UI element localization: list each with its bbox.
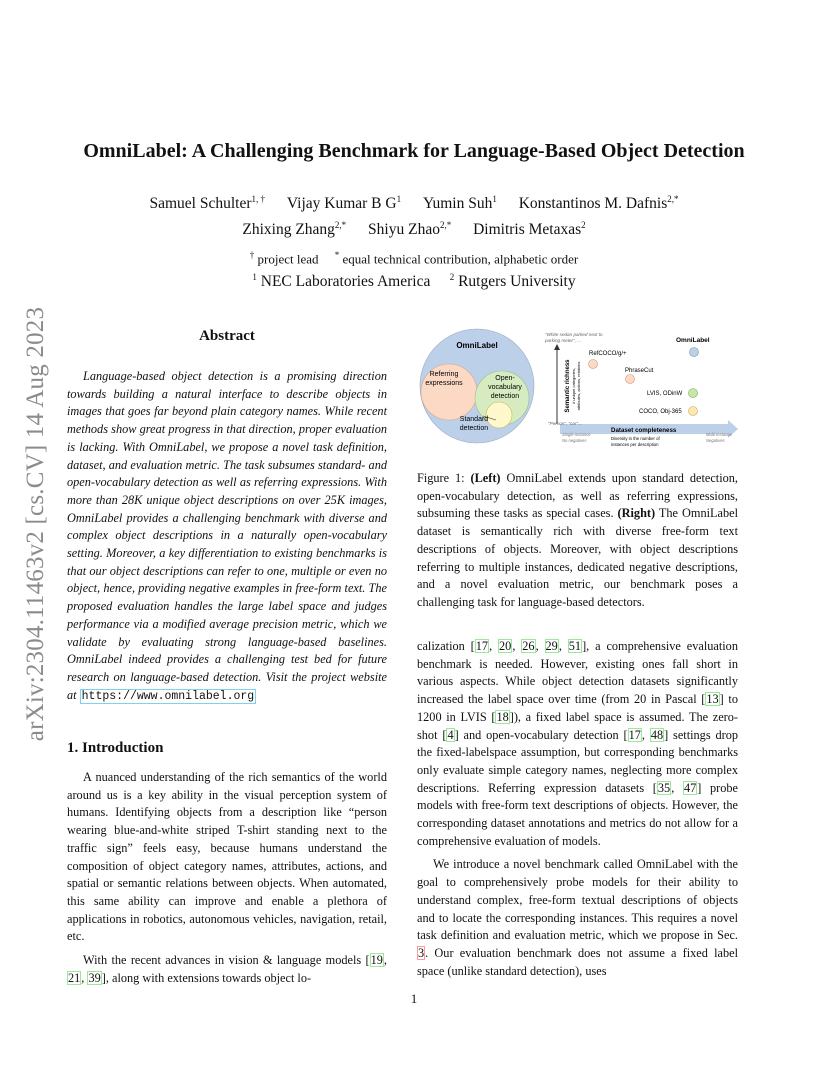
y-axis-subtitle: # unique categories, — [571, 367, 576, 405]
figure-1-caption — [417, 470, 738, 612]
citation-link[interactable]: 47 — [683, 780, 697, 795]
section-heading-introduction: 1. Introduction — [67, 740, 164, 756]
x-axis-title: Dataset completeness — [611, 427, 677, 434]
abstract-paragraph: Language-based object detection is a promising direction towards building a natural interface to describe objects in images that goes far beyond plain category names. While recent methods show great progress in that direction, proper evaluation is lacking. With OmniLabel, we propose a novel task definition, dataset, and evaluation metric. The task subsumes standard- and open-vocabulary detection as well as referring expressions. With more than 28K unique object descriptions on over 25K images, OmniLabel provides a challenging benchmark with diverse and complex object descriptions in a naturally open-vocabulary setting. Moreover, a key differentiation to existing benchmarks is that our object descriptions can refer to one, multiple or even no object, hence, providing negative examples in free-form text. The proposed evaluation handles the large label space and judges performance via a modified average precision metric, which we validate by evaluating strong language-based baselines. OmniLabel indeed provides a challenging test bed for future research on language-based detection. Visit the project website at https://www.omnilabel.org — [67, 369, 387, 703]
dataset-point-coco — [689, 407, 698, 416]
citation-link[interactable]: 19 — [370, 953, 383, 968]
abstract-heading: Abstract — [199, 328, 255, 344]
citation-link[interactable]: 21 — [68, 970, 81, 985]
author: Zhixing Zhang$^{2,*}$ — [242, 220, 347, 239]
citation-link[interactable]: 13 — [706, 692, 719, 707]
x-axis-subtitle: instances per description — [611, 442, 659, 447]
quote-bottom: "Person", "car"... — [548, 421, 582, 426]
author: Yumin Suh$^1$ — [422, 194, 497, 213]
citation-link[interactable]: 17 — [628, 727, 641, 742]
author: Shiyu Zhao$^{2,*}$ — [368, 220, 452, 239]
intro-paragraph-1: A nuanced understanding of the rich semantics of the world around us is a key ability in the visual perception system of humans. Identifying objects from a description like “person wearing blue-and-white striped T-shirt standing next to the traffic sign” feels easy, because humans understand the composition of object category names, attributes, actions, and spatial or semantic relations between objects. When automated, this same ability can improve and enable a plethora of applications in robotics, autonomous vehicles, navigation, retail, etc. — [67, 770, 387, 944]
arxiv-stamp — [16, 284, 56, 764]
citation-link[interactable]: 20 — [499, 639, 512, 653]
dataset-point-refcoco — [589, 360, 598, 369]
intro-body — [67, 769, 387, 987]
arxiv-stamp-text: arXiv:2304.11463v2 [cs.CV] 14 Aug 2023 — [22, 306, 49, 742]
authors-line-2 — [60, 220, 768, 239]
dataset-label-lvis: LVIS, ODinW — [647, 391, 683, 397]
figure-1-graphic — [417, 328, 738, 460]
x-axis-left-label: Single-instance — [562, 432, 591, 437]
x-axis-left-label: No negatives — [562, 438, 587, 443]
project-website-link[interactable]: https://www.omnilabel.org — [81, 689, 255, 703]
quote-top: parking meter", ... — [545, 338, 582, 343]
venn-label-referring: Referring — [429, 371, 459, 378]
figure-1 — [417, 328, 738, 460]
venn-label-omnilabel: OmniLabel — [456, 341, 498, 350]
author: Vijay Kumar B $G^1$ — [286, 194, 402, 213]
dataset-point-lvis — [689, 389, 698, 398]
x-axis-subtitle: Diversity in the number of — [611, 436, 660, 441]
venn-label-standard: detection — [459, 425, 489, 432]
affiliations: $^1$ NEC Laboratories America $^2$ Rutgers University — [252, 272, 576, 291]
citation-link[interactable]: 18 — [496, 709, 509, 724]
dataset-label-omnilabel: OmniLabel — [676, 337, 710, 344]
y-axis-subtitle: attributes, actions, relations — [576, 361, 581, 411]
venn-label-open-vocab: vocabulary — [488, 384, 522, 391]
section-link[interactable]: 3 — [418, 945, 425, 960]
author: Konstantinos M. Dafnis$^{2,*}$ — [518, 194, 679, 213]
intro-paragraph-2: With the recent advances in vision & language models [19, 21, 39], along with extensions towards object lo- — [68, 953, 387, 985]
authors-line-1 — [60, 194, 768, 213]
citation-link[interactable]: 51 — [568, 639, 582, 653]
x-axis-right-label: Negatives — [706, 438, 725, 443]
body-paragraph-continued: calization [17, 20, 26, 29, 51], a comprehensive evaluation benchmark is needed. However, existing ones fall short in various aspects. While object detection datasets significantly increased the label space over time (from 20 in Pascal [13] to 1200 in LVIS [18]), a fixed label space is assumed. The zero-shot [4] and open-vocabulary detection [17, 48] settings drop the fixed-labelspace assumption, but corresponding benchmarks only evaluate simple category names, neglecting more complex descriptions. Referring expression datasets [35, 47] probe models with free-form text descriptions of objects. However, the corresponding dataset annotations and metrics do not allow for a comprehensive evaluation of models. — [417, 639, 738, 848]
dataset-point-phrasecut — [626, 375, 635, 384]
citation-link[interactable]: 35 — [657, 780, 671, 795]
dataset-label-coco: COCO, Obj-365 — [639, 409, 682, 415]
dataset-label-refcoco: RefCOCO/g/+ — [589, 351, 627, 357]
citation-link[interactable]: 4 — [447, 727, 454, 742]
venn-label-referring: expressions — [425, 380, 463, 387]
y-axis-title: Semantic richness — [565, 359, 571, 413]
citation-link[interactable]: 48 — [650, 727, 664, 742]
dataset-point-omnilabel — [690, 348, 699, 357]
page-number: 1 — [410, 991, 418, 1006]
caption-paragraph: Figure 1: (Left) OmniLabel extends upon standard detection, open-vocabulary detection, as well as referring expressions, subsuming these tasks as special cases. (Right) The OmniLabel dataset is semantically rich with diverse free-form text descriptions of objects. Moreover, with object descriptions referring to multiple instances, dedicated negative descriptions, and a novel evaluation metric, our benchmark poses a challenging task for language-based detectors. — [417, 471, 739, 609]
body-paragraph: We introduce a novel benchmark called OmniLabel with the goal to comprehensively probe models for their ability to understand complex, free-form textual descriptions of objects and to locate the corresponding instances. This requires a novel task definition and evaluation metric, which we propose in Sec. 3. Our evaluation benchmark does not assume a fixed label space (unlike standard detection), uses — [417, 857, 738, 978]
abstract-body — [67, 368, 387, 705]
venn-label-open-vocab: detection — [490, 393, 520, 400]
author-notes: † project lead * equal technical contribution, alphabetic order — [249, 250, 579, 267]
venn-label-standard: Standard — [459, 416, 489, 423]
citation-link[interactable]: 29 — [545, 639, 558, 653]
standard-detection-circle — [486, 402, 512, 428]
venn-label-open-vocab: Open- — [495, 375, 515, 382]
author: Samuel Schulter$^{1, \dagger}$ — [149, 194, 266, 213]
dataset-label-phrasecut: PhraseCut — [625, 368, 654, 374]
right-column-body — [417, 638, 738, 980]
x-axis-right-label: Multi-instance — [706, 432, 732, 437]
paper-title: OmniLabel: A Challenging Benchmark for Language-Based Object Detection — [83, 140, 745, 162]
author: Dimitris Metaxas$^2$ — [473, 220, 586, 239]
citation-link[interactable]: 17 — [475, 639, 489, 653]
citation-link[interactable]: 39 — [88, 970, 101, 985]
citation-link[interactable]: 26 — [522, 639, 535, 653]
quote-top: "White sedan parked next to — [545, 332, 603, 337]
